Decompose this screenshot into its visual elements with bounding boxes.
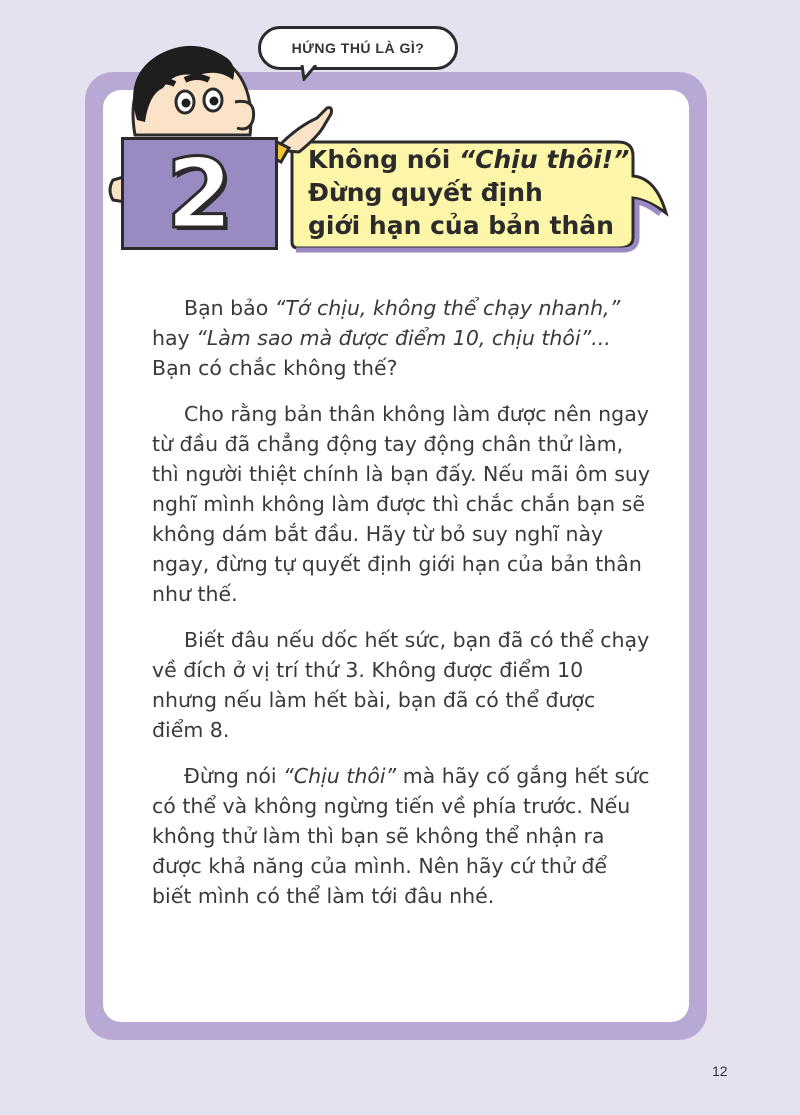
p1-text-a: Bạn bảo	[184, 296, 275, 320]
section-title	[308, 143, 648, 242]
paragraph-3: Biết đâu nếu dốc hết sức, bạn đã có thể chạy về đích ở vị trí thứ 3. Không được điểm 10 nhưng nếu làm hết bài, bạn đã có thể được điểm 8.	[152, 628, 650, 742]
bubble-tail-icon	[300, 65, 320, 81]
p4-quote: “Chịu thôi”	[283, 764, 397, 788]
section-number: 2	[166, 137, 233, 250]
p1-quote-2: “Làm sao mà được điểm 10, chịu thôi”...	[196, 326, 611, 350]
p1-text-e: Bạn có chắc không thế?	[152, 356, 398, 380]
body-text	[152, 293, 652, 927]
section-number-box	[121, 137, 278, 250]
title-line-1	[308, 143, 648, 176]
p1-quote-1: “Tớ chịu, không thể chạy nhanh,”	[274, 296, 621, 320]
topic-label: HỨNG THÚ LÀ GÌ?	[291, 40, 425, 56]
title-line-2: Đừng quyết định	[308, 178, 543, 207]
title-line-3: giới hạn của bản thân	[308, 211, 614, 240]
paragraph-1	[152, 293, 652, 383]
paragraph-4	[152, 761, 652, 911]
topic-speech-bubble	[258, 26, 458, 70]
p4-text-a: Đừng nói	[184, 764, 284, 788]
p4-text-c: mà hãy cố gắng hết sức có thể và không ngừng tiến về phía trước. Nếu không thử làm thì bạn sẽ không thể nhận ra được khả năng của mình. Nên hãy cứ thử để biết mình có thể làm tới đâu nhé.	[152, 764, 650, 908]
title-quote: “Chịu thôi!”	[459, 145, 630, 174]
paragraph-2: Cho rằng bản thân không làm được nên ngay từ đầu đã chẳng động tay động chân thử làm, thì người thiệt chính là bạn đấy. Nếu mãi ôm suy nghĩ mình không làm được thì chắc chắn bạn sẽ không dám bắt đầu. Hãy từ bỏ suy nghĩ này ngay, đừng tự quyết định giới hạn của bản thân như thế.	[152, 402, 651, 606]
p1-text-c: hay	[152, 326, 197, 350]
title-prefix: Không nói	[308, 145, 459, 174]
page-number: 12	[712, 1063, 728, 1079]
